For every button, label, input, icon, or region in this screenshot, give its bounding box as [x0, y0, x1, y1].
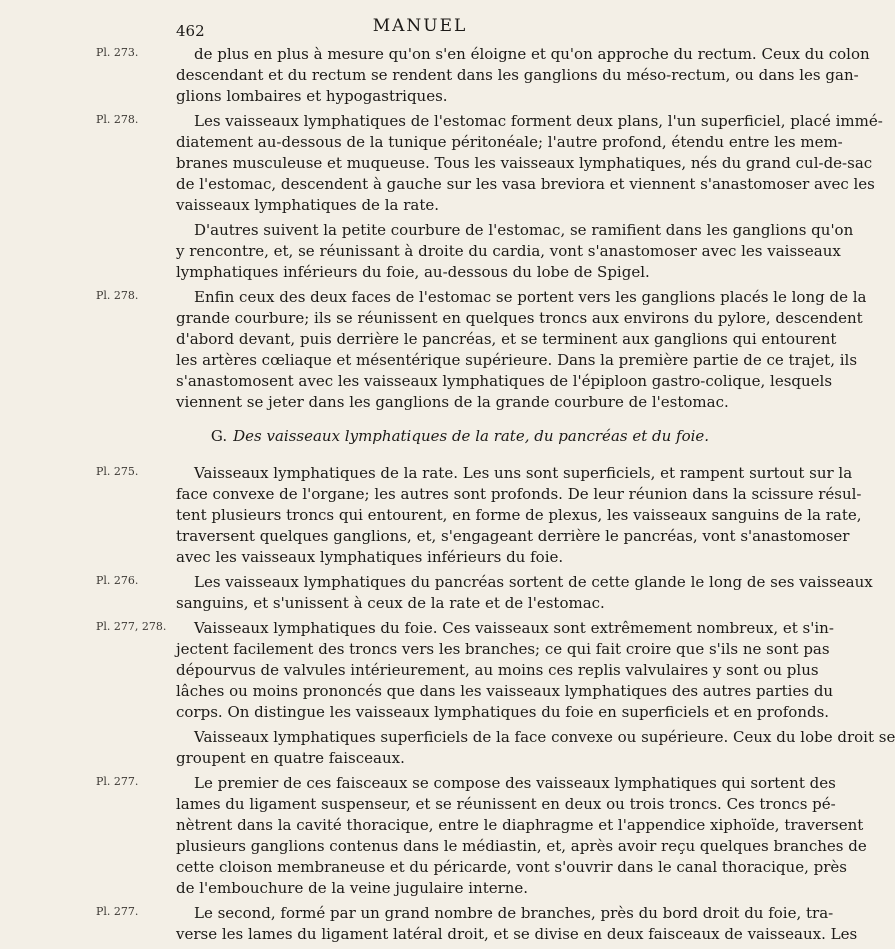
- paragraph: [0, 220, 854, 283]
- plate-reference: Pl. 275.: [96, 465, 139, 478]
- paragraph: [0, 727, 895, 769]
- text-line: Les vaisseaux lymphatiques de l'estomac forment deux plans, l'un superficiel, placé immé-: [194, 112, 883, 130]
- text-line: verse les lames du ligament latéral droit, et se divise en deux faisceaux de vaisseaux. Les: [176, 925, 858, 943]
- text-line: tent plusieurs troncs qui entourent, en forme de plexus, les vaisseaux sanguins de la rate,: [176, 506, 862, 524]
- text-line: vaisseaux lymphatiques de la rate.: [176, 196, 439, 214]
- paragraph: [0, 572, 873, 614]
- text-line: viennent se jeter dans les ganglions de la grande courbure de l'estomac.: [176, 393, 729, 411]
- text-line: y rencontre, et, se réunissant à droite du cardia, vont s'anastomoser avec les vaisseaux: [176, 242, 841, 260]
- plate-reference: Pl. 273.: [96, 46, 139, 59]
- text-line: lymphatiques inférieurs du foie, au-dessous du lobe de Spigel.: [176, 263, 650, 281]
- text-line: Les vaisseaux lymphatiques du pancréas sortent de cette glande le long de ses vaisseaux: [194, 573, 873, 591]
- plate-reference: Pl. 277.: [96, 775, 139, 788]
- text-line: les artères cœliaque et mésentérique supérieure. Dans la première partie de ce trajet, ils: [176, 351, 858, 369]
- text-line: sanguins, et s'unissent à ceux de la rate et de l'estomac.: [176, 594, 605, 612]
- section-letter: G.: [210, 427, 228, 445]
- text-line: de l'embouchure de la veine jugulaire interne.: [176, 879, 529, 897]
- text-line: s'anastomosent avec les vaisseaux lymphatiques de l'épiploon gastro-colique, lesquels: [176, 372, 833, 390]
- text-line: jectent facilement des troncs vers les branches; ce qui fait croire que s'ils ne sont pas: [176, 640, 830, 658]
- paragraph: [0, 773, 867, 899]
- page-body: [0, 44, 895, 949]
- text-line: Enfin ceux des deux faces de l'estomac se portent vers les ganglions placés le long de la: [194, 288, 867, 306]
- text-line: Vaisseaux lymphatiques superficiels de la face convexe ou supérieure. Ceux du lobe droit se: [194, 728, 895, 746]
- text-line: D'autres suivent la petite courbure de l'estomac, se ramifient dans les ganglions qu'on: [194, 221, 854, 239]
- text-line: cette cloison membraneuse et du péricarde, vont s'ouvrir dans le canal thoracique, près: [176, 858, 847, 876]
- paragraph: [0, 111, 883, 216]
- plate-reference: Pl. 278.: [96, 113, 139, 126]
- text-line: de plus en plus à mesure qu'on s'en éloigne et qu'on approche du rectum. Ceux du colon: [194, 45, 870, 63]
- text-line: grande courbure; ils se réunissent en quelques troncs aux environs du pylore, descendent: [176, 309, 863, 327]
- text-line: plusieurs ganglions contenus dans le médiastin, et, après avoir reçu quelques branches de: [176, 837, 867, 855]
- text-line: branes musculeuse et muqueuse. Tous les vaisseaux lymphatiques, nés du grand cul-de-sac: [176, 154, 873, 172]
- text-line: de l'estomac, descendent à gauche sur les vasa breviora et viennent s'anastomoser avec les: [176, 175, 875, 193]
- text-line: glions lombaires et hypogastriques.: [176, 87, 448, 105]
- text-line: nètrent dans la cavité thoracique, entre le diaphragme et l'appendice xiphoïde, traversent: [176, 816, 864, 834]
- paragraph: [0, 618, 834, 723]
- plate-reference: Pl. 277, 278.: [96, 620, 167, 633]
- plate-reference: Pl. 278.: [96, 289, 139, 302]
- text-line: lâches ou moins prononcés que dans les vaisseaux lymphatiques des autres parties du: [176, 682, 834, 700]
- paragraph: [0, 287, 867, 413]
- running-head: MANUEL: [372, 16, 468, 36]
- text-line: groupent en quatre faisceaux.: [176, 749, 405, 767]
- paragraph: [0, 44, 870, 107]
- text-line: Vaisseaux lymphatiques de la rate. Les uns sont superficiels, et rampent surtout sur la: [194, 464, 853, 482]
- text-line: avec les vaisseaux lymphatiques inférieurs du foie.: [176, 548, 564, 566]
- plate-reference: Pl. 276.: [96, 574, 139, 587]
- page-number: 462: [176, 22, 205, 40]
- paragraph: [0, 463, 862, 568]
- text-line: Vaisseaux lymphatiques du foie. Ces vaisseaux sont extrêmement nombreux, et s'in-: [194, 619, 834, 637]
- text-line: traversent quelques ganglions, et, s'engageant derrière le pancréas, vont s'anastomoser: [176, 527, 850, 545]
- text-line: descendant et du rectum se rendent dans les ganglions du méso-rectum, ou dans les gan-: [176, 66, 859, 84]
- paragraph: [0, 903, 858, 945]
- plate-reference: Pl. 277.: [96, 905, 139, 918]
- text-line: corps. On distingue les vaisseaux lymphatiques du foie en superficiels et en profonds.: [176, 703, 830, 721]
- text-line: lames du ligament suspenseur, et se réunissent en deux ou trois troncs. Ces troncs pé-: [176, 795, 836, 813]
- text-line: d'abord devant, puis derrière le pancréas, et se terminent aux ganglions qui entourent: [176, 330, 837, 348]
- section-heading: [0, 427, 800, 445]
- text-line: Le premier de ces faisceaux se compose des vaisseaux lymphatiques qui sortent des: [194, 774, 836, 792]
- text-line: Le second, formé par un grand nombre de branches, près du bord droit du foie, tra-: [194, 904, 834, 922]
- text-line: dépourvus de valvules intérieurement, au moins ces replis valvulaires y sont ou plus: [176, 661, 819, 679]
- text-line: face convexe de l'organe; les autres sont profonds. De leur réunion dans la scissure résul-: [176, 485, 862, 503]
- text-line: diatement au-dessous de la tunique péritonéale; l'autre profond, étendu entre les mem-: [176, 133, 843, 151]
- section-title: Des vaisseaux lymphatiques de la rate, du pancréas et du foie.: [233, 427, 710, 445]
